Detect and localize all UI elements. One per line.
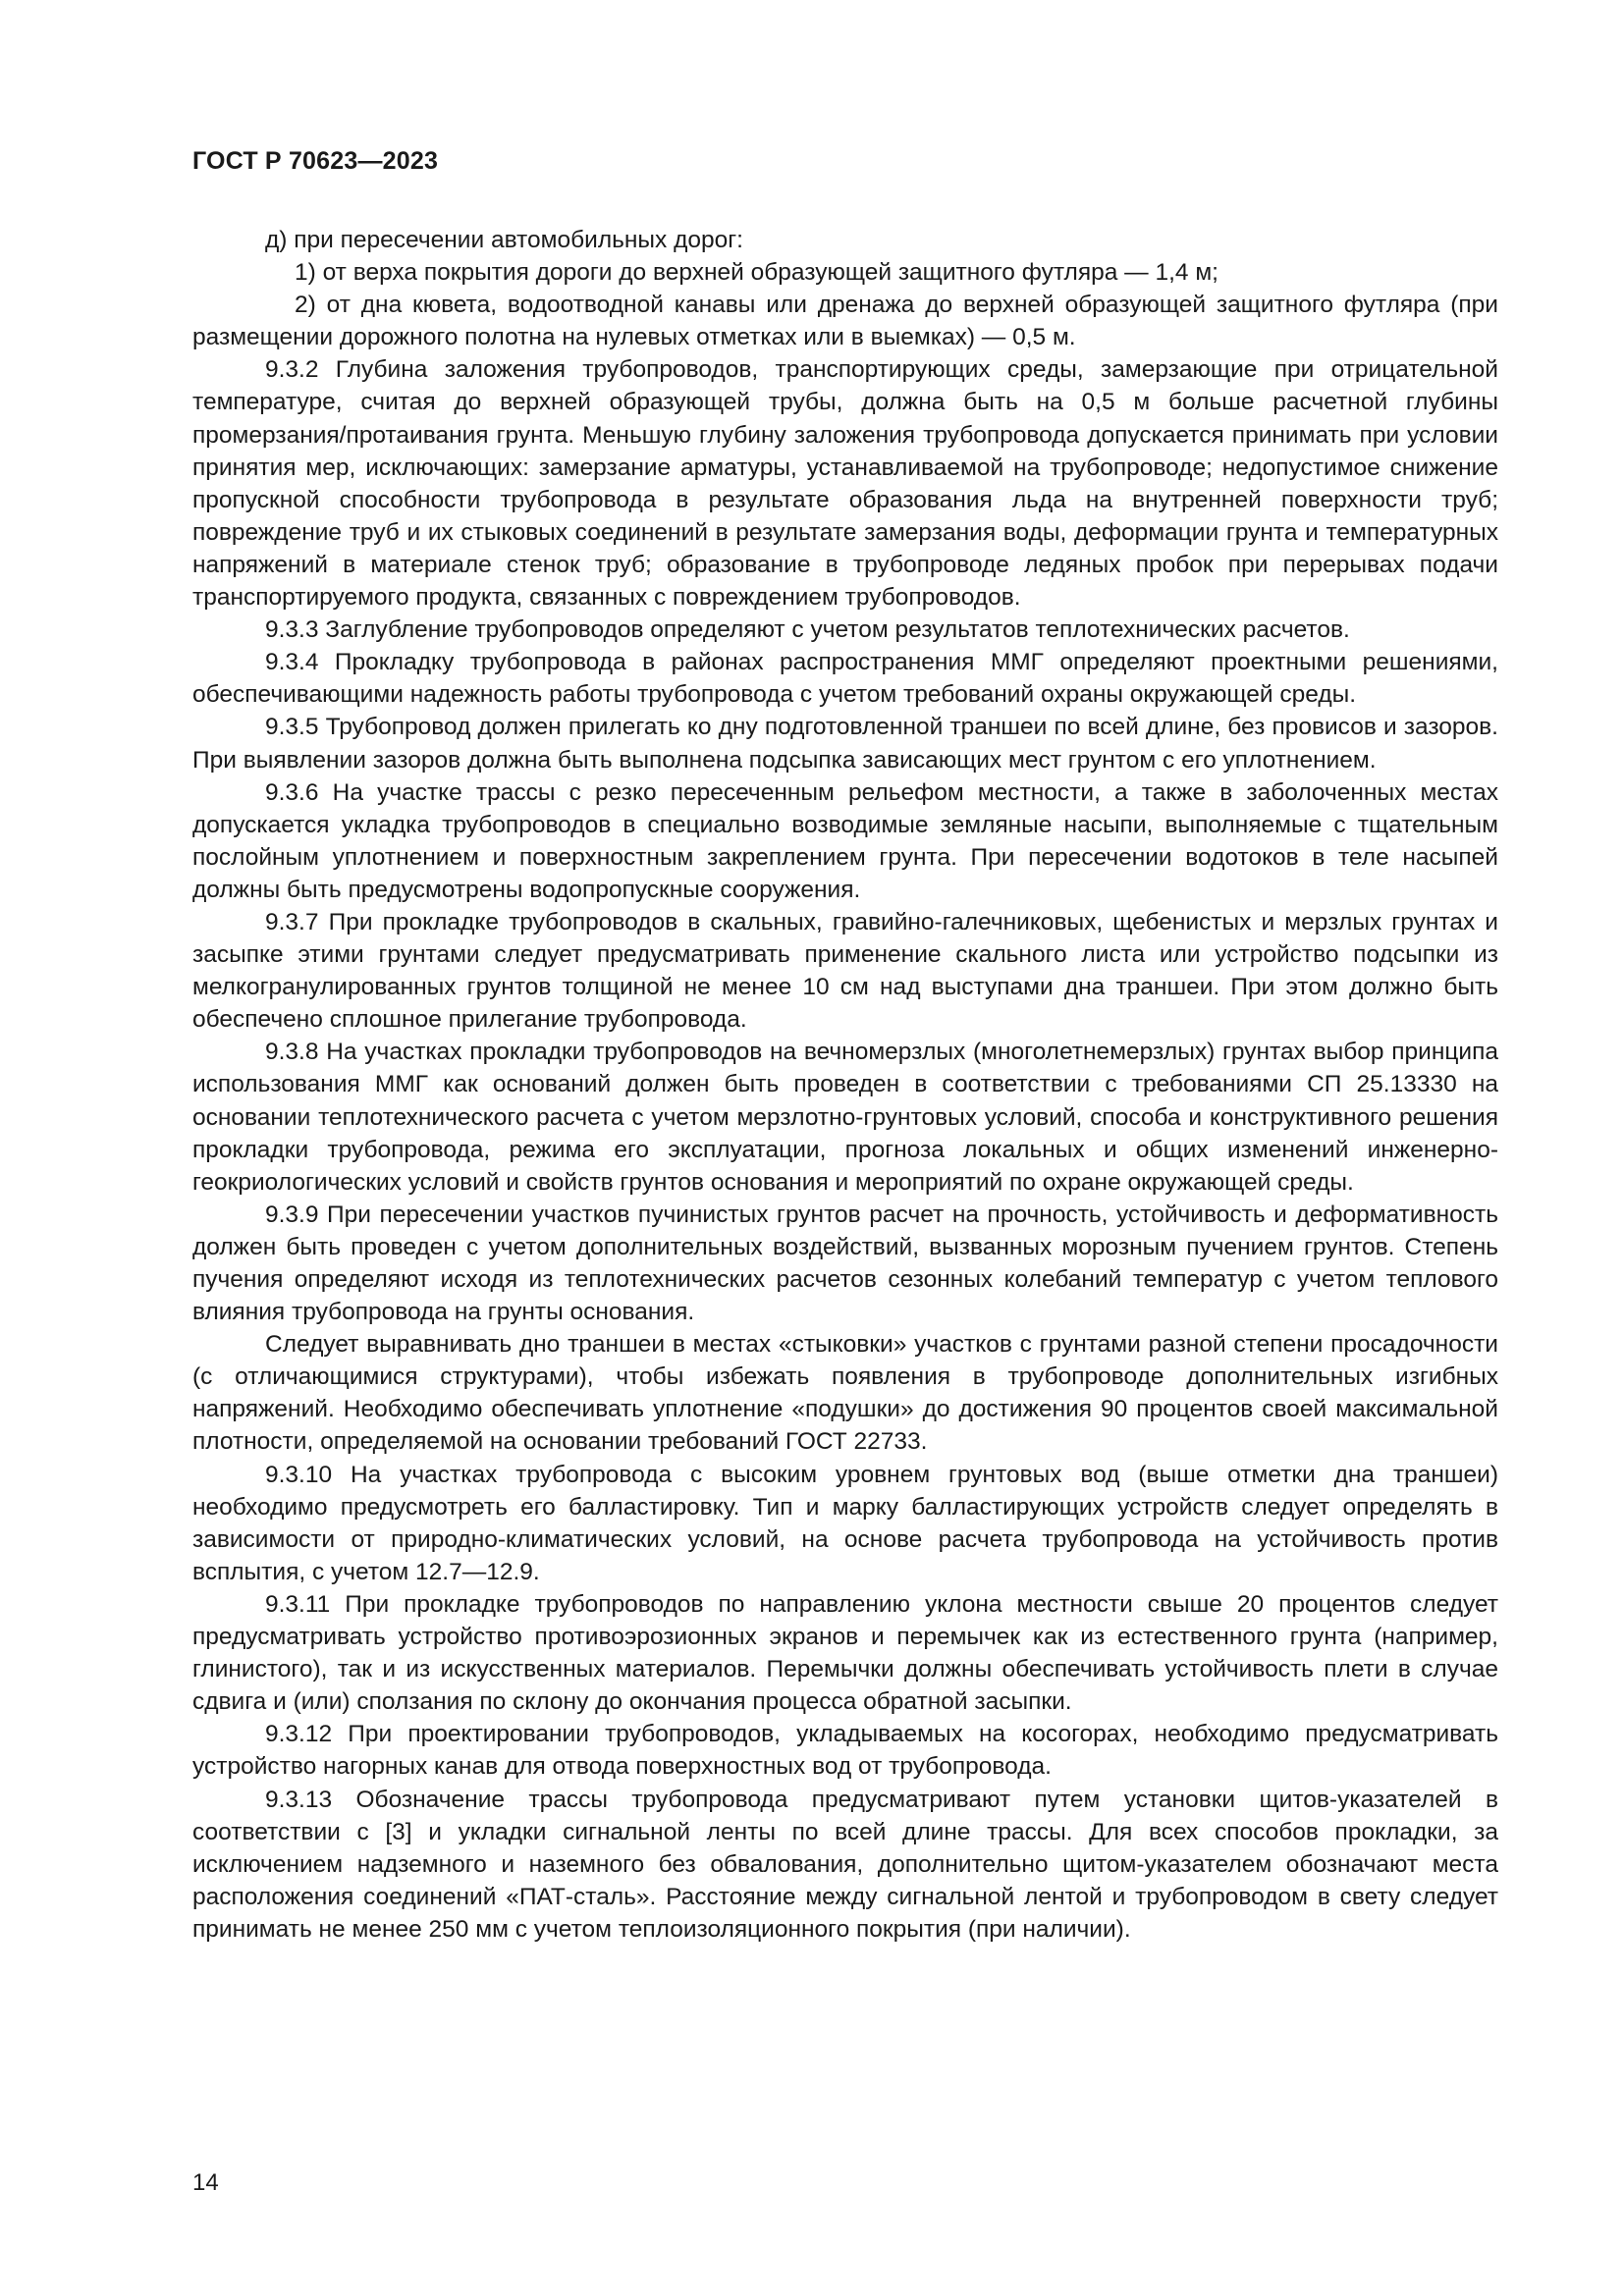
paragraph: 9.3.9 При пересечении участков пучинистых грунтов расчет на прочность, устойчивость и деформативность должен быть проведен с учетом дополнительных воздействий, вызванных морозным пучением грунтов. Степень пучения определяют исходя из теплотехнических расчетов сезонных колебаний температур с учетом теплового влияния трубопровода на грунты основания. bbox=[192, 1201, 1498, 1326]
paragraph: 9.3.12 При проектировании трубопроводов, укладываемых на косогорах, необходимо предусматривать устройство нагорных канав для отвода поверхностных вод от трубопровода. bbox=[192, 1721, 1498, 1781]
document-header: ГОСТ Р 70623—2023 bbox=[192, 147, 439, 175]
page-number: 14 bbox=[192, 2169, 219, 2196]
paragraph: 9.3.5 Трубопровод должен прилегать ко дну подготовленной траншеи по всей длине, без провисов и зазоров. При выявлении зазоров должна быть выполнена подсыпка зависающих мест грунтом с его уплотнением. bbox=[192, 714, 1498, 774]
paragraph: 9.3.8 На участках прокладки трубопроводов на вечномерзлых (многолетнемерзлых) грунтах выбор принципа использования ММГ как оснований должен быть проведен в соответствии с требованиями СП 25.13330 на основании теплотехнического расчета с учетом мерзлотно-грунтовых условий, способа и конструктивного решения прокладки трубопровода, режима его эксплуатации, прогноза локальных и общих изменений инженерно-геокриологических условий и свойств грунтов основания и мероприятий по охране окружающей среды. bbox=[192, 1039, 1498, 1196]
paragraph: 1) от верха покрытия дороги до верхней образующей защитного футляра — 1,4 м; bbox=[295, 259, 1218, 287]
document-body bbox=[192, 224, 1498, 1946]
paragraph: 9.3.2 Глубина заложения трубопроводов, транспортирующих среды, замерзающие при отрицательной температуре, считая до верхней образующей трубы, должна быть на 0,5 м больше расчетной глубины промерзания/протаивания грунта. Меньшую глубину заложения трубопровода допускается принимать при условии принятия мер, исключающих: замерзание арматуры, устанавливаемой на трубопроводе; недопустимое снижение пропускной способности трубопровода в результате образования льда на внутренней поверхности труб; повреждение труб и их стыковых соединений в результате замерзания воды, деформации грунта и температурных напряжений в материале стенок труб; образование в трубопроводе ледяных пробок при перерывах подачи транспортируемого продукта, связанных с повреждением трубопроводов. bbox=[192, 356, 1498, 612]
paragraph: 9.3.11 При прокладке трубопроводов по направлению уклона местности свыше 20 процентов следует предусматривать устройство противоэрозионных экранов и перемычек как из естественного грунта (например, глинистого), так и из искусственных материалов. Перемычки должны обеспечивать устойчивость плети в случае сдвига и (или) сползания по склону до окончания процесса обратной засыпки. bbox=[192, 1590, 1498, 1716]
paragraph: 9.3.3 Заглубление трубопроводов определяют с учетом результатов теплотехнических расчетов. bbox=[265, 616, 1350, 644]
paragraph: 9.3.7 При прокладке трубопроводов в скальных, гравийно-галечниковых, щебенистых и мерзлых грунтах и засыпке этими грунтами следует предусматривать применение скального листа или устройство подсыпки из мелкогранулированных грунтов толщиной не менее 10 см над выступами дна траншеи. При этом должно быть обеспечено сплошное прилегание трубопровода. bbox=[192, 908, 1498, 1034]
paragraph: 9.3.10 На участках трубопровода с высоким уровнем грунтовых вод (выше отметки дна траншеи) необходимо предусмотреть его балластировку. Тип и марку балластирующих устройств следует определять в зависимости от природно-климатических условий, на основе расчета трубопровода на устойчивость против всплытия, с учетом 12.7—12.9. bbox=[192, 1461, 1498, 1585]
paragraph: Следует выравнивать дно траншеи в местах «стыковки» участков с грунтами разной степени просадочности (с отличающимися структурами), чтобы избежать появления в трубопроводе дополнительных изгибных напряжений. Необходимо обеспечивать уплотнение «подушки» до достижения 90 процентов своей максимальной плотности, определяемой на основании требований ГОСТ 22733. bbox=[192, 1331, 1498, 1456]
paragraph: 2) от дна кювета, водоотводной канавы или дренажа до верхней образующей защитного футляра (при размещении дорожного полотна на нулевых отметках или в выемках) — 0,5 м. bbox=[192, 292, 1498, 351]
paragraph: 9.3.6 На участке трассы с резко пересеченным рельефом местности, а также в заболоченных местах допускается укладка трубопроводов в специально возводимые земляные насыпи, выполняемые с тщательным послойным уплотнением и поверхностным закреплением грунта. При пересечении водотоков в теле насыпей должны быть предусмотрены водопропускные сооружения. bbox=[192, 778, 1498, 903]
paragraph: 9.3.4 Прокладку трубопровода в районах распространения ММГ определяют проектными решениями, обеспечивающими надежность работы трубопровода с учетом требований охраны окружающей среды. bbox=[192, 649, 1498, 709]
paragraph: д) при пересечении автомобильных дорог: bbox=[265, 227, 743, 253]
paragraph: 9.3.13 Обозначение трассы трубопровода предусматривают путем установки щитов-указателей в соответствии с [3] и укладки сигнальной ленты по всей длине трассы. Для всех способов прокладки, за исключением надземного и наземного без обвалования, дополнительно щитом-указателем обозначают места расположения соединений «ПАТ-сталь». Расстояние между сигнальной лентой и трубопроводом в свету следует принимать не менее 250 мм с учетом теплоизоляционного покрытия (при наличии). bbox=[192, 1786, 1498, 1943]
